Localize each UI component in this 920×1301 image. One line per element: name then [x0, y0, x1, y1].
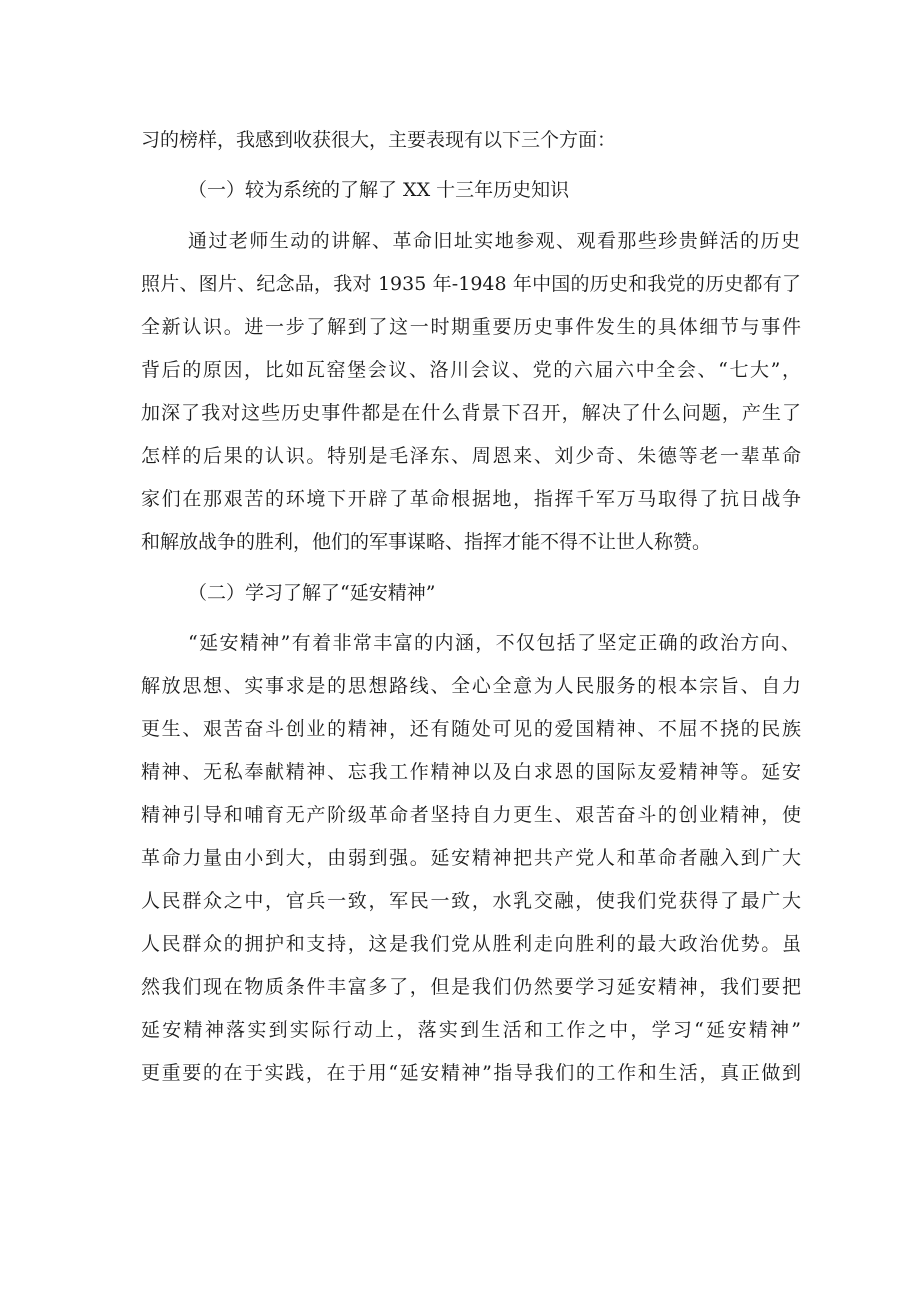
paragraph-line: 全新认识。进一步了解到了这一时期重要历史事件发生的具体细节与事件 [141, 316, 801, 338]
paragraph-line: 人民群众之中，官兵一致，军民一致，水乳交融，使我们党获得了最广大 [141, 890, 801, 912]
paragraph-line: 怎样的后果的认识。特别是毛泽东、周恩来、刘少奇、朱德等老一辈革命 [141, 445, 801, 467]
paragraph-line: 照片、图片、纪念品，我对 1935 年-1948 年中国的历史和我党的历史都有了 [141, 273, 801, 295]
paragraph-line: 背后的原因，比如瓦窑堡会议、洛川会议、党的六届六中全会、“七大”， [141, 359, 801, 381]
section-heading-2: （二）学习了解了“延安精神” [188, 582, 436, 604]
paragraph-line: 解放思想、实事求是的思想路线、全心全意为人民服务的根本宗旨、自力 [141, 675, 801, 697]
paragraph-line: 精神、无私奉献精神、忘我工作精神以及白求恩的国际友爱精神等。延安 [141, 761, 801, 783]
section-heading-1: （一）较为系统的了解了 XX 十三年历史知识 [188, 179, 570, 201]
paragraph-line: 家们在那艰苦的环境下开辟了革命根据地，指挥千军万马取得了抗日战争 [141, 488, 801, 510]
paragraph-line: 加深了我对这些历史事件都是在什么背景下召开，解决了什么问题，产生了 [141, 402, 801, 424]
paragraph-line: 习的榜样，我感到收获很大，主要表现有以下三个方面： [141, 129, 617, 151]
paragraph-line: 人民群众的拥护和支持，这是我们党从胜利走向胜利的最大政治优势。虽 [141, 933, 801, 955]
paragraph-line: 更重要的在于实践，在于用“延安精神”指导我们的工作和生活，真正做到 [141, 1062, 801, 1084]
paragraph-line: 延安精神落实到实际行动上，落实到生活和工作之中，学习“延安精神” [141, 1019, 801, 1041]
paragraph-line: 精神引导和哺育无产阶级革命者坚持自力更生、艰苦奋斗的创业精神，使 [141, 804, 801, 826]
paragraph-line: 更生、艰苦奋斗创业的精神，还有随处可见的爱国精神、不屈不挠的民族 [141, 718, 801, 740]
paragraph-line: 然我们现在物质条件丰富多了，但是我们仍然要学习延安精神，我们要把 [141, 976, 801, 998]
paragraph-line: 革命力量由小到大，由弱到强。延安精神把共产党人和革命者融入到广大 [141, 847, 801, 869]
paragraph-line: 和解放战争的胜利，他们的军事谋略、指挥才能不得不让世人称赞。 [141, 531, 712, 553]
paragraph-line: “延安精神”有着非常丰富的内涵，不仅包括了坚定正确的政治方向、 [188, 632, 800, 654]
paragraph-line: 通过老师生动的讲解、革命旧址实地参观、观看那些珍贵鲜活的历史 [188, 230, 800, 252]
